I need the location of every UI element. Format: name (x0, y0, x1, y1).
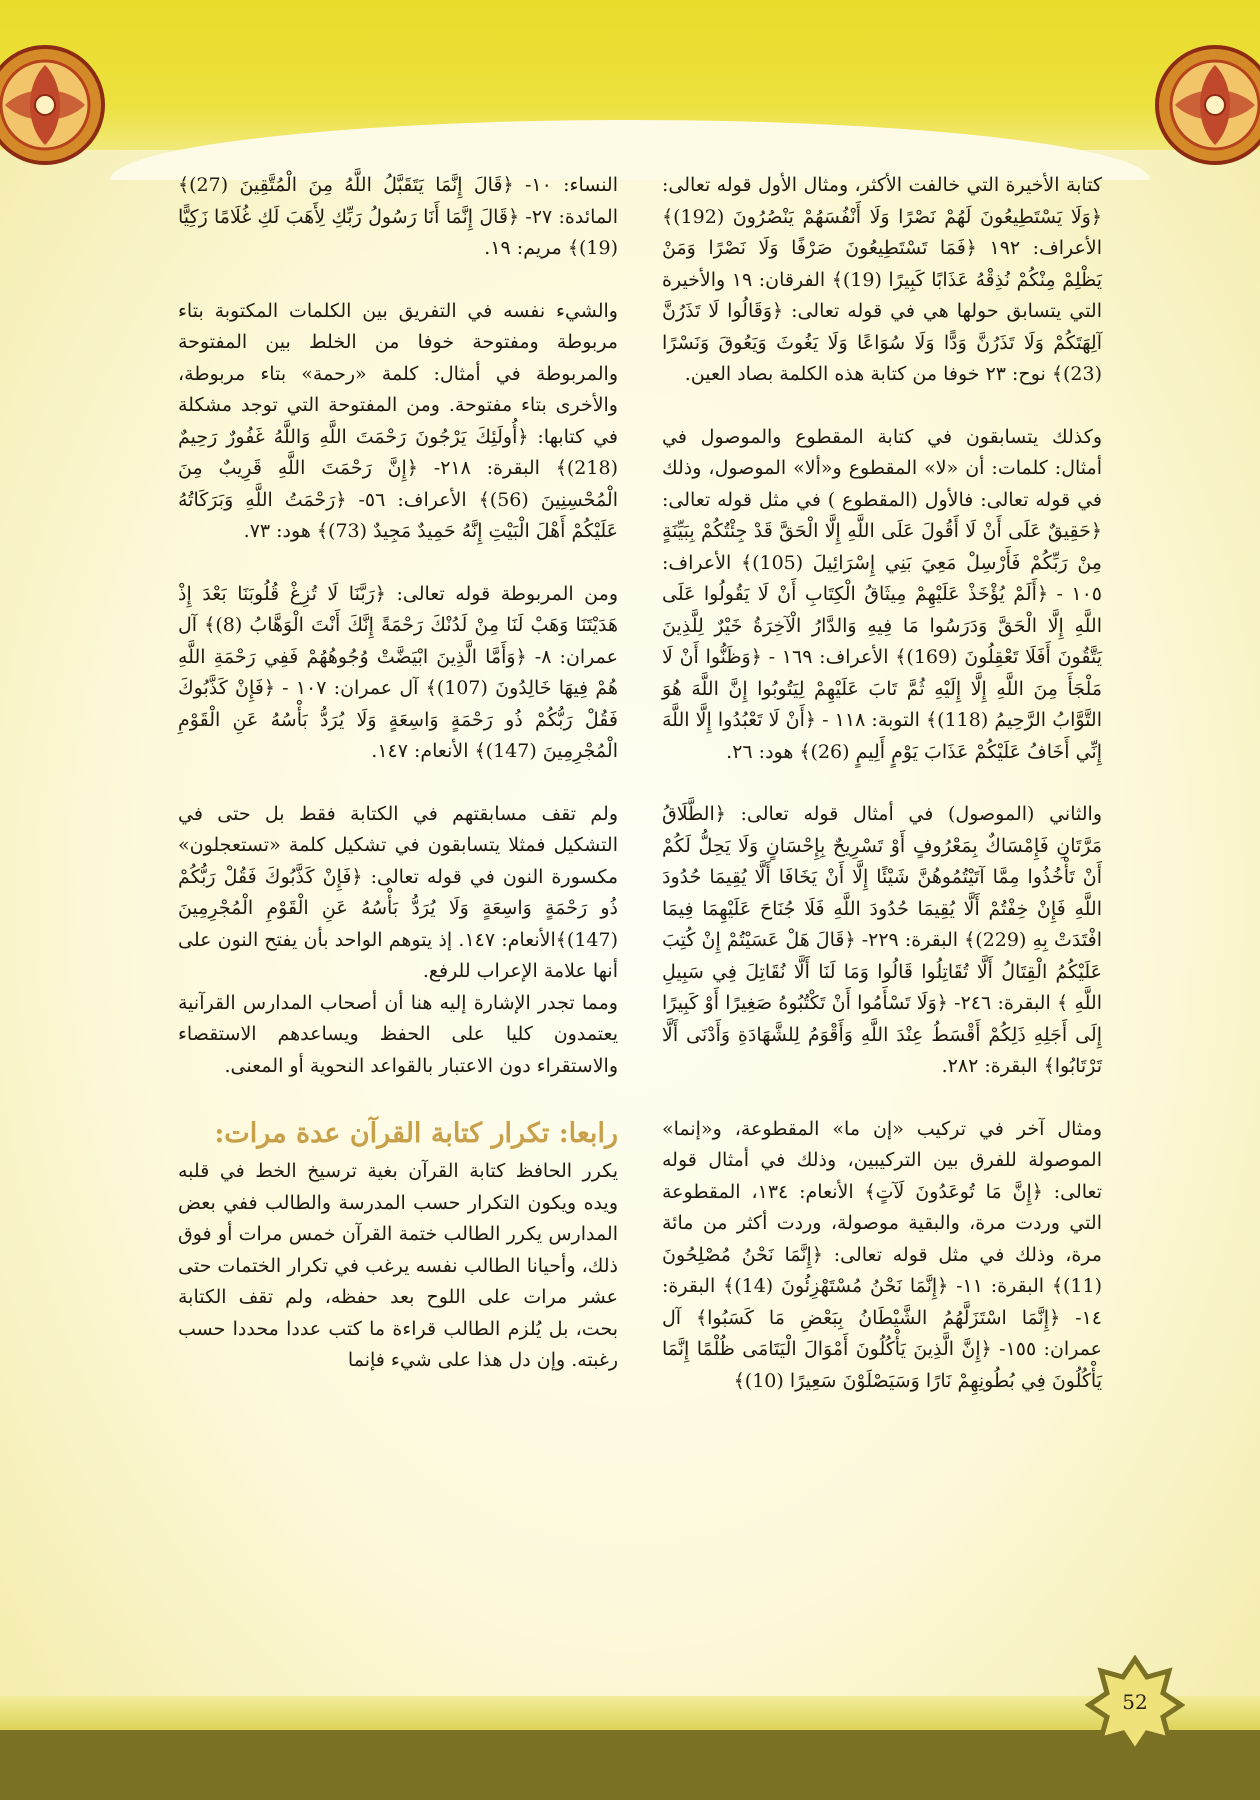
left-paragraph-4: ولم تقف مسابقتهم في الكتابة فقط بل حتى في التشكيل فمثلا يتسابقون في تشكيل كلمة «تستعجلون» مكسورة النون في قوله تعالى: ﴿فَإِنْ كَذَّبُوكَ فَقُلْ رَبُّكُمْ ذُو رَحْمَةٍ وَاسِعَةٍ وَلَا يُرَدُّ بَأْسُهُ عَنِ الْقَوْمِ الْمُجْرِمِينَ (147)﴾الأنعام: ١٤٧. إذ يتوهم الواحد بأن يفتح النون على أنها علامة الإعراب للرفع. (178, 802, 619, 982)
section-heading: رابعا: تكرار كتابة القرآن عدة مرات: (214, 1118, 618, 1149)
right-paragraph-1: كتابة الأخيرة التي خالفت الأكثر، ومثال الأول قوله تعالى: ﴿وَلَا يَسْتَطِيعُونَ لَهُمْ نَصْرًا وَلَا أَنْفُسَهُمْ يَنْصُرُونَ (192)﴾ الأعراف: ١٩٢ ﴿فَمَا تَسْتَطِيعُونَ صَرْفًا وَلَا نَصْرًا وَمَنْ يَظْلِمْ مِنْكُمْ نُذِقْهُ عَذَابًا كَبِيرًا (19)﴾ الفرقان: ١٩ والأخيرة التي يتسابق حولها هي في قوله تعالى: ﴿وَقَالُوا لَا تَذَرُنَّ آلِهَتَكُمْ وَلَا تَذَرُنَّ وَدًّا وَلَا سُوَاعًا وَلَا يَغُوثَ وَيَعُوقَ وَنَسْرًا (23)﴾ نوح: ٢٣ خوفا من كتابة هذه الكلمة بصاد العين. (662, 174, 1102, 385)
arabesque-ornament-icon (1150, 40, 1260, 170)
right-text-column (662, 170, 1102, 1397)
right-paragraph-4: ومثال آخر في تركيب «إن ما» المقطوعة، و«إنما» الموصولة للفرق بين التركيبين، وذلك في أمثال قوله تعالى: ﴿إِنَّ مَا تُوعَدُونَ لَآتٍ﴾ الأنعام: ١٣٤، المقطوعة التي وردت مرة، والبقية موصولة، وردت أكثر من مائة مرة، وذلك في مثل قوله تعالى: ﴿إِنَّمَا نَحْنُ مُصْلِحُونَ (11)﴾ البقرة: ١١- ﴿إِنَّمَا نَحْنُ مُسْتَهْزِئُونَ (14)﴾ البقرة: ١٤- ﴿إِنَّمَا اسْتَزَلَّهُمُ الشَّيْطَانُ بِبَعْضِ مَا كَسَبُوا﴾ آل عمران: ١٥٥- ﴿إِنَّ الَّذِينَ يَأْكُلُونَ أَمْوَالَ الْيَتَامَى ظُلْمًا إِنَّمَا يَأْكُلُونَ فِي بُطُونِهِمْ نَارًا وَسَيَصْلَوْنَ سَعِيرًا (10)﴾ (662, 1117, 1103, 1392)
left-paragraph-1: النساء: ١٠- ﴿قَالَ إِنَّمَا يَتَقَبَّلُ اللَّهُ مِنَ الْمُتَّقِينَ (27)﴾ المائدة: ٢٧- ﴿قَالَ إِنَّمَا أَنَا رَسُولُ رَبِّكِ لِأَهَبَ لَكِ غُلَامًا زَكِيًّا (19)﴾ مريم: ١٩. (178, 174, 618, 259)
right-paragraph-2: وكذلك يتسابقون في كتابة المقطوع والموصول في أمثال: كلمات: أن «لا» المقطوع و«ألا» الموصول، وذلك في قوله تعالى: فالأول (المقطوع ) في مثل قوله تعالى: ﴿حَقِيقٌ عَلَى أَنْ لَا أَقُولَ عَلَى اللَّهِ إِلَّا الْحَقَّ قَدْ جِئْتُكُمْ بِبَيِّنَةٍ مِنْ رَبِّكُمْ فَأَرْسِلْ مَعِيَ بَنِي إِسْرَائِيلَ (105)﴾ الأعراف: ١٠٥ - ﴿أَلَمْ يُؤْخَذْ عَلَيْهِمْ مِيثَاقُ الْكِتَابِ أَنْ لَا يَقُولُوا عَلَى اللَّهِ إِلَّا الْحَقَّ وَدَرَسُوا مَا فِيهِ وَالدَّارُ الْآخِرَةُ خَيْرٌ لِلَّذِينَ يَتَّقُونَ أَفَلَا تَعْقِلُونَ (169)﴾ الأعراف: ١٦٩ - ﴿وَظَنُّوا أَنْ لَا مَلْجَأَ مِنَ اللَّهِ إِلَّا إِلَيْهِ ثُمَّ تَابَ عَلَيْهِمْ لِيَتُوبُوا إِنَّ اللَّهَ هُوَ التَّوَّابُ الرَّحِيمُ (118)﴾ التوبة: ١١٨ - ﴿أَنْ لَا تَعْبُدُوا إِلَّا اللَّهَ إِنِّي أَخَافُ عَلَيْكُمْ عَذَابَ يَوْمٍ أَلِيمٍ (26)﴾ هود: ٢٦. (662, 425, 1103, 763)
left-paragraph-3: ومن المربوطة قوله تعالى: ﴿رَبَّنَا لَا تُزِغْ قُلُوبَنَا بَعْدَ إِذْ هَدَيْتَنَا وَهَبْ لَنَا مِنْ لَدُنْكَ رَحْمَةً إِنَّكَ أَنْتَ الْوَهَّابُ (8)﴾ آل عمران: ٨- ﴿وَأَمَّا الَّذِينَ ابْيَضَّتْ وُجُوهُهُمْ فَفِي رَحْمَةِ اللَّهِ هُمْ فِيهَا خَالِدُونَ (107)﴾ آل عمران: ١٠٧ - ﴿فَإِنْ كَذَّبُوكَ فَقُلْ رَبُّكُمْ ذُو رَحْمَةٍ وَاسِعَةٍ وَلَا يُرَدُّ بَأْسُهُ عَنِ الْقَوْمِ الْمُجْرِمِينَ (147)﴾ الأنعام: ١٤٧. (178, 582, 619, 762)
left-text-column (178, 170, 618, 1377)
footer-band-light (0, 1696, 1260, 1730)
left-paragraph-5: ومما تجدر الإشارة إليه هنا أن أصحاب المدارس القرآنية يعتمدون كليا على الحفظ ويساعدهم الاستقصاء والاستقراء دون الاعتبار بالقواعد النحوية أو المعنى. (178, 991, 618, 1077)
arabesque-ornament-icon (0, 40, 110, 170)
right-paragraph-3: والثاني (الموصول) في أمثال قوله تعالى: ﴿الطَّلَاقُ مَرَّتَانِ فَإِمْسَاكٌ بِمَعْرُوفٍ أَوْ تَسْرِيحٌ بِإِحْسَانٍ وَلَا يَحِلُّ لَكُمْ أَنْ تَأْخُذُوا مِمَّا آتَيْتُمُوهُنَّ شَيْئًا إِلَّا أَنْ يَخَافَا أَلَّا يُقِيمَا حُدُودَ اللَّهِ فَإِنْ خِفْتُمْ أَلَّا يُقِيمَا حُدُودَ اللَّهِ فَلَا جُنَاحَ عَلَيْهِمَا فِيمَا افْتَدَتْ بِهِ (229)﴾ البقرة: ٢٢٩- ﴿قَالَ هَلْ عَسَيْتُمْ إِنْ كُتِبَ عَلَيْكُمُ الْقِتَالُ أَلَّا تُقَاتِلُوا قَالُوا وَمَا لَنَا أَلَّا نُقَاتِلَ فِي سَبِيلِ اللَّهِ ﴾ البقرة: ٢٤٦- ﴿وَلَا تَسْأَمُوا أَنْ تَكْتُبُوهُ صَغِيرًا أَوْ كَبِيرًا إِلَى أَجَلِهِ ذَلِكُمْ أَقْسَطُ عِنْدَ اللَّهِ وَأَقْوَمُ لِلشَّهَادَةِ وَأَدْنَى أَلَّا تَرْتَابُوا﴾ البقرة: ٢٨٢. (662, 803, 1103, 1077)
left-paragraph-6: يكرر الحافظ كتابة القرآن بغية ترسيخ الخط في قلبه ويده ويكون التكرار حسب المدرسة والطالب ففي بعض المدارس يكرر الطالب ختمة القرآن خمس مرات أو فوق ذلك، وأحيانا الطالب نفسه يرغب في تكرار الختمات حتى عشر مرات على اللوح بعد حفظه، ولم تقف الكتابة بحت، بل يُلزم الطالب قراءة ما كتب عددا محددا حسب رغبته. وإن دل هذا على شيء فإنما (178, 1160, 618, 1371)
page-number: 52 (1122, 1690, 1148, 1714)
footer-band (0, 1730, 1260, 1800)
left-paragraph-2: والشيء نفسه في التفريق بين الكلمات المكتوبة بتاء مربوطة ومفتوحة خوفا من الخلط بين المفتوحة والمربوطة في أمثال: كلمة «رحمة» بتاء مربوطة، والأخرى بتاء مفتوحة. ومن المفتوحة التي توجد مشكلة في كتابها: ﴿أُولَئِكَ يَرْجُونَ رَحْمَتَ اللَّهِ وَاللَّهُ غَفُورٌ رَحِيمٌ (218)﴾ البقرة: ٢١٨- ﴿إِنَّ رَحْمَتَ اللَّهِ قَرِيبٌ مِنَ الْمُحْسِنِينَ (56)﴾ الأعراف: ٥٦- ﴿رَحْمَتُ اللَّهِ وَبَرَكَاتُهُ عَلَيْكُمْ أَهْلَ الْبَيْتِ إِنَّهُ حَمِيدٌ مَجِيدٌ (73)﴾ هود: ٧٣. (178, 299, 618, 542)
